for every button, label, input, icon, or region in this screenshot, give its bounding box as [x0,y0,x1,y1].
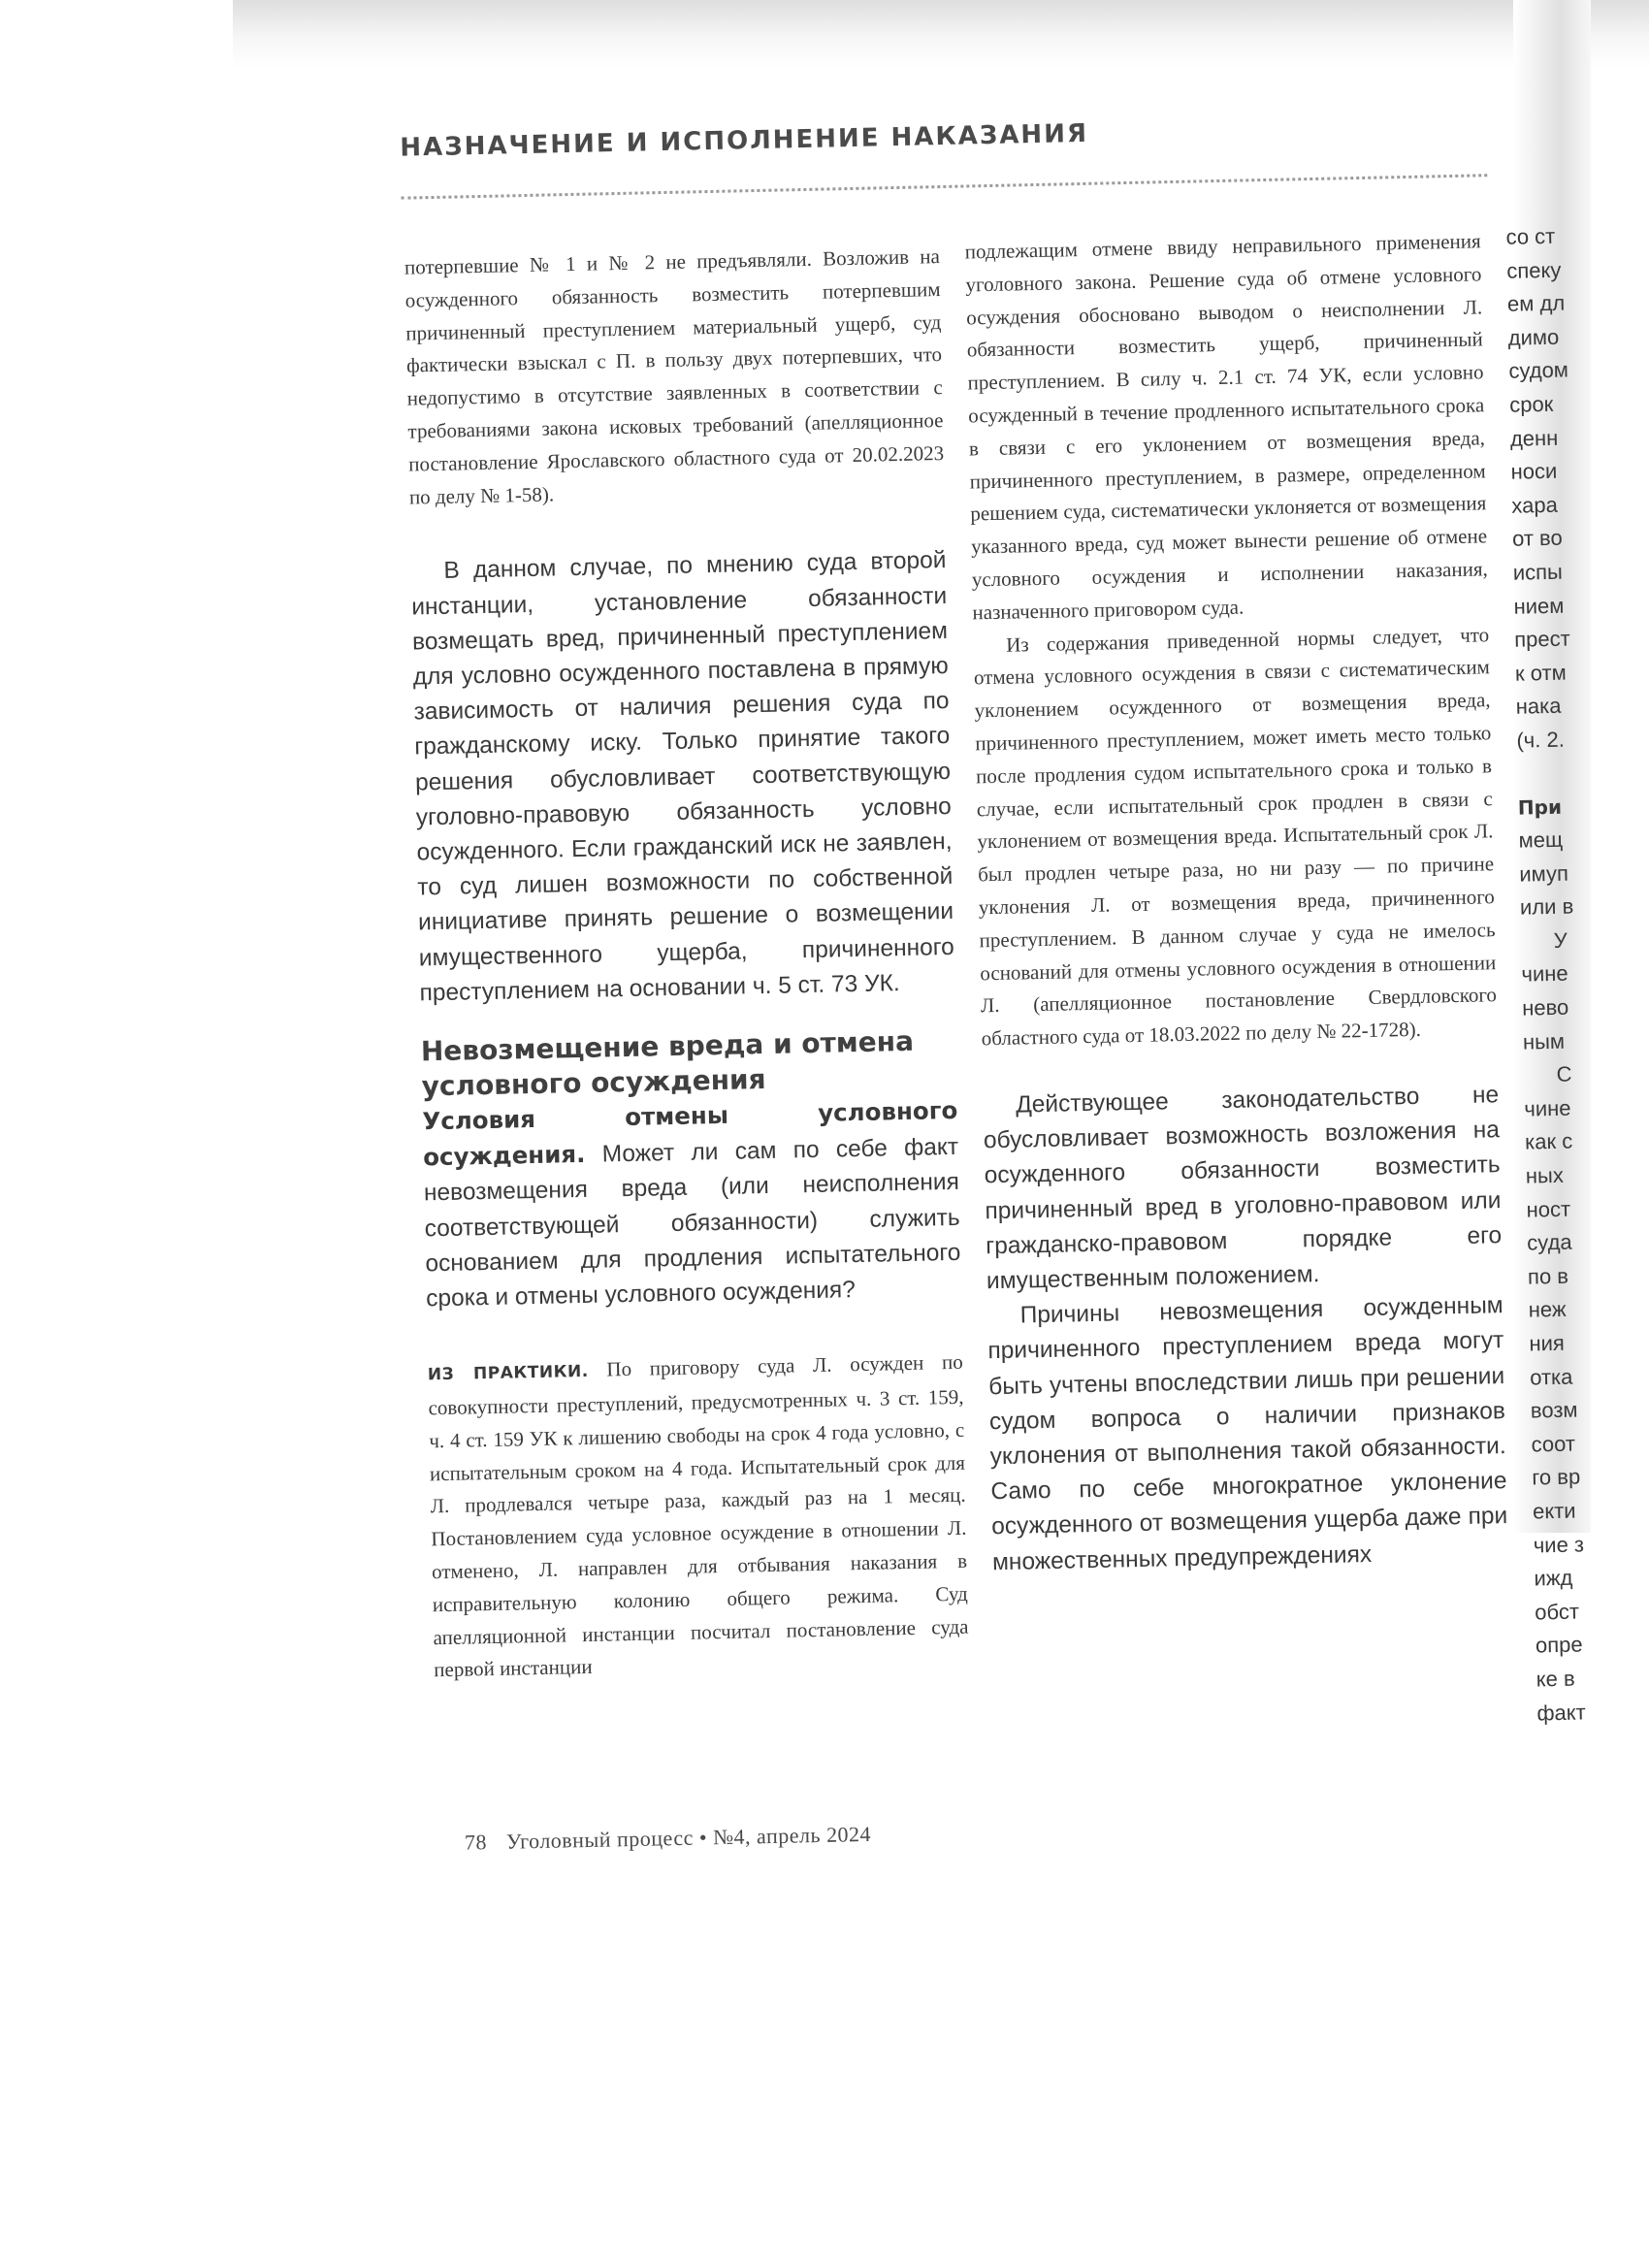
journal-name: Уголовный процесс [505,1825,695,1854]
column-3-line: нака [1515,694,1562,720]
column-3-line: срок [1508,391,1554,417]
section-title: Невозмещение вреда и отмена условного осуждения [420,1024,915,1103]
footer-bullet: • [698,1825,708,1850]
commentary-paragraph-1: В данном случае, по мнению суда второй инстанции, установление обязанности возмещать вред, причиненный преступлением для условно осужденного поставлена в прямую зависимость от наличия решения суда по гражданскому иску. Только принятие такого решения обусловливает соответствующую уголовно-правовую обязанность условно осужденного. Если гражданский иск не заявлен, то суд лишен возможности по собственной инициативе принять решение о возмещении имущественного ущерба, причиненного преступлением на основании ч. 5 ст. 73 УК. [411,547,955,1007]
column-3-line: чине [1524,1095,1571,1121]
column-3-line: нием [1513,593,1565,619]
practice-label: ИЗ ПРАКТИКИ. [427,1362,589,1385]
column-3-line: судом [1508,357,1569,384]
journal-issue: №4, апрель 2024 [712,1821,872,1850]
page-number: 78 [464,1830,488,1855]
column-3-line: ния [1529,1330,1566,1356]
column-3-line: или в [1519,893,1574,920]
column-3-line: опре [1535,1632,1583,1658]
commentary-paragraph-2: Действующее законодательство не обусловливает возможность возложения на осужденного обязанности возместить причиненный вред в уголовно-правовом или гражданско-правовом порядке его имущественным положением. [983,1082,1503,1295]
column-3-line: ижд [1534,1565,1573,1591]
practice-paragraph [428,1346,970,1687]
column-3-line: димо [1507,324,1560,350]
column-3-line: ност [1526,1196,1571,1222]
column-3-line: испы [1512,559,1564,585]
running-head: НАЗНАЧЕНИЕ И ИСПОЛНЕНИЕ НАКАЗАНИЯ [400,118,1089,163]
column-3-line: нево [1521,994,1569,1021]
column-3-gap [1517,755,1649,791]
column-3-line: имуп [1519,860,1569,887]
column-2 [964,225,1508,1580]
column-3-line: ным [1522,1028,1566,1054]
column-3-line: факт [1536,1699,1586,1726]
journal-page [291,12,1620,1891]
column-3-line: суда [1527,1229,1572,1255]
case-excerpt-continued: подлежащим отмене ввиду неправильного применения уголовного закона. Решение суда об отмене условного осуждения обосновано выводом о неисполнении Л. обязанности возместить ущерб, причиненный преступлением. В силу ч. 2.1 ст. 74 УК, если условно осужденный в течение продленного испытательного срока в связи с его уклонением от возмещения вреда, причиненного преступлением, в размере, определенном решением суда, систематически уклоняется от возмещения указанного вреда, суд может вынести решение об отмене условного осуждения и исполнении наказания, назначенного приговором суда. [964,229,1488,625]
column-3-line: обст [1534,1599,1580,1625]
column-3-line: по в [1527,1263,1569,1289]
column-3-indent-fragment-1: У [1553,927,1568,953]
column-3-line: к отм [1514,660,1567,686]
column-3-line: соот [1531,1431,1576,1457]
column-3-line: ке в [1536,1666,1575,1692]
column-3-line: со ст [1505,223,1556,249]
column-3-line: ных [1525,1162,1565,1188]
column-3-lines-c [1521,956,1649,1059]
subsection-paragraph [422,1093,961,1317]
column-3-line: чие з [1533,1531,1585,1558]
column-3-line: хара [1511,492,1559,518]
column-3-bold-fragment: При [1517,794,1563,820]
column-3-line: ем дл [1506,290,1566,316]
column-3-line: возм [1530,1397,1578,1423]
column-3-line: го вр [1532,1464,1581,1490]
subsection-title: Условия отмены условного осуждения. [422,1095,958,1172]
column-3-lines-b [1518,822,1649,925]
column-3-line: от во [1511,526,1563,552]
column-3-cropped [1505,218,1649,1731]
practice-text: По приговору суда Л. осужден по совокупности преступлений, предусмотренных ч. 3 ст. 159, ч. 4 ст. 159 УК к лишению свободы на срок 4 года условно, с испытательным сроком на 4 года. Испытательный срок для Л. продлевался четыре раза, каждый раз на 1 месяц. Постановлением суда условное осуждение в отношении Л. отменено, Л. направлен для отбывания наказания в исправительную колонию общего режима. Суд апелляционной инстанции посчитал постановление суда первой инстанции [428,1350,969,1682]
column-3-line: мещ [1518,826,1564,853]
header-dotted-rule [401,174,1487,199]
column-3-line: (ч. 2. [1516,727,1566,753]
column-3-line: носи [1510,458,1558,484]
column-3-lines-a [1505,218,1649,758]
column-3-lines-d [1524,1090,1649,1731]
subsection-question: Может ли сам по себе факт невозмещения вреда (или неисполнения соответствующей обязанности) служить основанием для продления испытательного срока и отмены условного осуждения? [423,1134,961,1312]
column-3-indent-fragment-2: С [1556,1061,1572,1087]
case-excerpt-yaroslavl: потерпевшие № 1 и № 2 не предъявляли. Возложив на осужденного обязанность возместить потерпевшим причиненный преступлением материальный ущерб, суд фактически взыскал с П. в пользу двух потерпевших, что недопустимо в отсутствие заявленных в соответствии с требованиями закона исковых требований (апелляционное постановление Ярославского областного суда от 20.02.2023 по делу № 1-58). [404,244,945,509]
column-3-line: екти [1532,1498,1576,1524]
case-excerpt-sverdlovsk: Из содержания приведенной нормы следует, что отмена условного осуждения в связи с систематическим уклонением осужденного от возмещения вреда, причиненного преступлением, может иметь место только после продления судом испытательного срока и только в случае, если испытательный срок продлен в связи с уклонением от возмещения вреда. Испытательный срок Л. был продлен четыре раза, но ни разу — по причине уклонения Л. от возмещения вреда, причиненного преступлением. В данном случае у суда не имелось оснований для отмены условного осуждения в отношении Л. (апелляционное постановление Свердловского областного суда от 18.03.2022 по делу № 22-1728). [973,622,1498,1051]
column-1 [404,241,970,1687]
column-3-line: чине [1521,961,1568,988]
column-3-line: денн [1509,425,1559,451]
column-3-line: как с [1524,1129,1573,1155]
column-3-line: неж [1528,1297,1567,1322]
commentary-paragraph-3: Причины невозмещения осужденным причиненного преступлением вреда могут быть учтены впоследствии лишь при решении судом вопроса о наличии признаков уклонения от выполнения такой обязанности. Само по себе многократное уклонение осужденного от возмещения ущерба даже при множественных предупреждениях [987,1292,1508,1575]
column-3-line: прест [1513,626,1570,652]
column-3-line: отка [1529,1364,1573,1390]
column-3-line: спеку [1506,257,1562,283]
page-footer [465,1822,872,1856]
